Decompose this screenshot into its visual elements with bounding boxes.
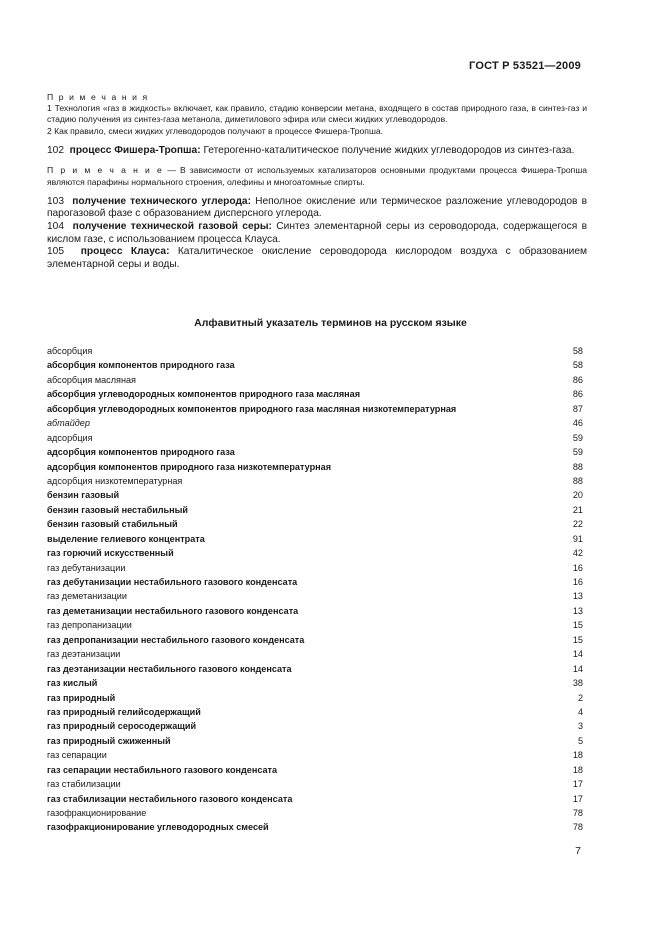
index-entry-page: 58 [572, 346, 583, 356]
index-entry-term: адсорбция низкотемпературная [47, 475, 183, 486]
index-entry [47, 676, 583, 690]
index-entry-term: адсорбция компонентов природного газа низкотемпературная [47, 461, 332, 472]
index-entry-term: газ депропанизации нестабильного газового конденсата [47, 634, 305, 645]
index-entry-term: абсорбция компонентов природного газа [47, 360, 235, 371]
index-entry-page: 59 [572, 432, 583, 443]
definition-104-text: Синтез элементарной серы из сероводорода, содержащегося в кислом газе, с использованием процесса Клауса. [47, 221, 587, 245]
index-entry [47, 431, 583, 445]
index-entry-page: 22 [572, 519, 583, 530]
index-entry [47, 546, 583, 560]
index-entry-term: газ природный серосодержащий [47, 721, 197, 732]
definition-103-term: получение технического углерода: [72, 195, 251, 207]
note-1: 1 Технология «газ в жидкость» включает, как правило, стадию конверсии метана, входящего в состав природного газа, в синтез-газ и стадию получения из синтез-газа метанола, диметилового эфира или смеси жидких углеводородов. [47, 103, 587, 125]
index-entry-page: 16 [572, 577, 583, 587]
index-entry-page: 78 [572, 822, 583, 833]
index-entry-page: 18 [572, 764, 583, 775]
index-entry [47, 633, 583, 647]
index-entry-page: 17 [572, 779, 583, 790]
content-block [47, 92, 587, 271]
definition-104-num: 104 [47, 221, 64, 232]
index-entry-term: газ сепарации нестабильного газового конденсата [47, 764, 278, 775]
index-entry-page: 78 [572, 808, 583, 818]
index-entry [47, 561, 583, 575]
index-entry [47, 474, 583, 488]
index-entry-term: газ депропанизации [47, 620, 132, 631]
term-index [47, 344, 583, 835]
index-entry-term: газ сепарации [47, 750, 107, 761]
index-entry-page: 86 [572, 389, 583, 400]
definition-105-term: процесс Клауса: [80, 246, 170, 258]
index-entry-page: 86 [572, 374, 583, 385]
index-entry-page: 59 [572, 447, 583, 458]
index-entry-term: бензин газовый нестабильный [47, 504, 188, 515]
index-entry-term: газ деметанизации нестабильного газового конденсата [47, 605, 299, 616]
index-entry-term: газ деметанизации [47, 591, 127, 602]
index-entry [47, 373, 583, 387]
index-entry [47, 416, 583, 430]
index-entry-page: 15 [572, 634, 583, 645]
index-entry-page: 87 [572, 403, 583, 414]
index-entry [47, 792, 583, 806]
index-entry-term: газофракционирование [47, 808, 147, 818]
index-entry-page: 91 [572, 533, 583, 544]
index-entry-term: газ деэтанизации [47, 649, 121, 660]
index-entry-page: 88 [572, 461, 583, 472]
index-entry-page: 15 [572, 620, 583, 631]
index-entry [47, 806, 583, 820]
index-entry [47, 344, 583, 358]
index-entry [47, 604, 583, 618]
definition-104 [47, 221, 587, 246]
index-entry [47, 748, 583, 762]
index-entry-page: 16 [572, 562, 583, 573]
index-entry [47, 719, 583, 733]
index-entry [47, 488, 583, 502]
index-entry-page: 21 [572, 504, 583, 515]
note-102-text: — В зависимости от используемых катализаторов основными продуктами процесса Фишера-Тропша являются парафины нормального строения, олефины и многоатомные спирты. [47, 165, 587, 187]
index-entry [47, 445, 583, 459]
definition-102-text: Гетерогенно-каталитическое получение жидких углеводородов из синтез-газа. [200, 144, 575, 156]
index-title: Алфавитный указатель терминов на русском языке [194, 317, 467, 329]
index-entry-term: абсорбция [47, 346, 93, 356]
index-entry-term: адсорбция [47, 432, 93, 443]
index-entry-page: 38 [572, 678, 583, 689]
index-entry-term: газ дебутанизации нестабильного газового конденсата [47, 577, 298, 587]
note-102-label: П р и м е ч а н и е [47, 165, 164, 176]
index-entry [47, 820, 583, 834]
definition-103-num: 103 [47, 195, 64, 207]
index-entry-page: 20 [572, 490, 583, 501]
index-entry-term: газ стабилизации [47, 779, 121, 790]
index-entry [47, 618, 583, 632]
definition-105-text: Каталитическое окисление сероводорода кислородом воздуха с образованием элементарной серы и воды. [47, 246, 587, 270]
index-entry-term: газ природный [47, 692, 116, 703]
index-entry-term: газофракционирование углеводородных смесей [47, 822, 269, 833]
index-entry-page: 2 [577, 692, 583, 703]
definition-104-term: получение технической газовой серы: [72, 221, 272, 232]
note-102 [47, 165, 587, 187]
index-entry-term: абсорбция углеводородных компонентов природного газа масляная [47, 389, 361, 400]
note-2: 2 Как правило, смеси жидких углеводородов получают в процессе Фишера-Тропша. [47, 125, 384, 136]
index-entry-term: газ деэтанизации нестабильного газового конденсата [47, 663, 292, 674]
definition-105 [47, 246, 587, 271]
index-entry-term: абсорбция масляная [47, 374, 136, 385]
standard-header: ГОСТ Р 53521—2009 [469, 60, 581, 72]
index-entry-term: бензин газовый стабильный [47, 519, 178, 530]
index-entry-term: бензин газовый [47, 490, 120, 501]
index-entry [47, 358, 583, 372]
index-entry [47, 532, 583, 546]
index-entry-term: газ дебутанизации [47, 562, 126, 573]
definition-103-text: Неполное окисление или термическое разложение углеводородов в парогазовой фазе с образованием дисперсного углерода. [47, 195, 587, 220]
notes-heading: П р и м е ч а н и я [47, 92, 149, 102]
index-entry [47, 763, 583, 777]
index-entry [47, 460, 583, 474]
index-entry-page: 58 [572, 360, 583, 371]
index-entry-page: 88 [572, 475, 583, 486]
index-entry-page: 42 [572, 548, 583, 559]
index-entry-page: 14 [572, 649, 583, 660]
index-entry-term: газ кислый [47, 678, 98, 689]
definition-105-num: 105 [47, 246, 64, 258]
index-entry-term: абсорбция углеводородных компонентов природного газа масляная низкотемпературная [47, 403, 457, 414]
definition-102-term: процесс Фишера-Тропша: [69, 144, 201, 156]
index-entry-page: 5 [577, 735, 583, 746]
index-entry [47, 517, 583, 531]
index-entry [47, 575, 583, 589]
index-entry-page: 17 [572, 793, 583, 804]
definition-103 [47, 196, 587, 221]
index-entry-term: газ стабилизации нестабильного газового конденсата [47, 793, 293, 804]
index-entry [47, 647, 583, 661]
index-entry-page: 4 [577, 706, 583, 717]
index-entry-term: адсорбция компонентов природного газа [47, 447, 235, 458]
index-entry-page: 46 [572, 418, 583, 429]
index-entry-term: абтайдер [47, 418, 90, 429]
definition-102 [47, 145, 587, 158]
index-entry-term: газ природный гелийсодержащий [47, 706, 201, 717]
index-entry-page: 13 [572, 605, 583, 616]
index-entry-page: 18 [572, 750, 583, 761]
index-entry [47, 691, 583, 705]
index-entry [47, 662, 583, 676]
index-entry-page: 14 [572, 663, 583, 674]
index-entry [47, 705, 583, 719]
index-entry [47, 387, 583, 401]
index-entry-term: газ горючий искусственный [47, 548, 174, 559]
index-entry [47, 402, 583, 416]
index-entry-term: выделение гелиевого концентрата [47, 533, 205, 544]
definition-102-num: 102 [47, 144, 64, 156]
index-entry-page: 3 [577, 721, 583, 732]
page-number: 7 [575, 845, 581, 857]
index-entry-page: 13 [572, 591, 583, 602]
index-entry [47, 503, 583, 517]
index-entry [47, 734, 583, 748]
index-entry [47, 589, 583, 603]
index-entry [47, 777, 583, 791]
index-entry-term: газ природный сжиженный [47, 735, 171, 746]
